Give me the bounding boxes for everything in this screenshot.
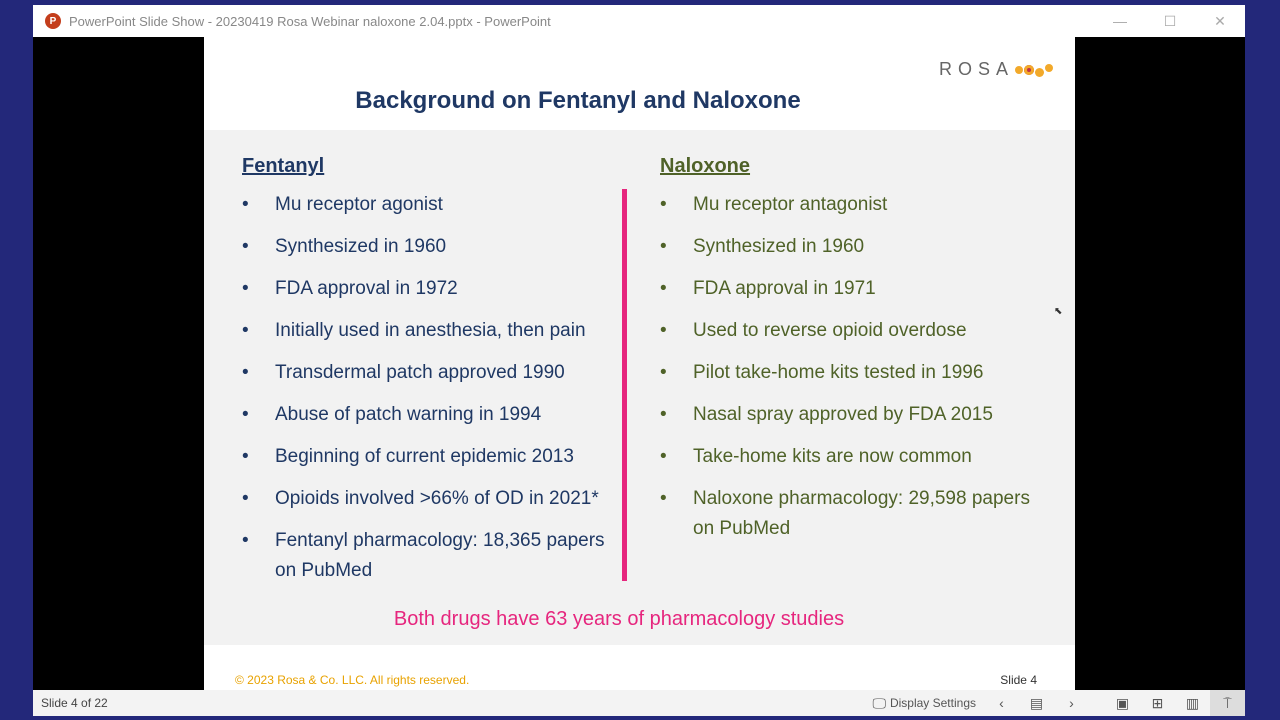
naloxone-column	[660, 155, 1040, 556]
list-item: • FDA approval in 1971	[660, 274, 1040, 304]
list-item: • Opioids involved >66% of OD in 2021*	[242, 484, 622, 514]
display-settings-button[interactable]: 🖵 Display Settings	[864, 690, 984, 716]
rosa-logo: ROSA	[939, 59, 1053, 80]
list-item: • Take-home kits are now common	[660, 442, 1040, 472]
slide-number: Slide 4	[1000, 673, 1037, 687]
window-title: PowerPoint Slide Show - 20230419 Rosa Webinar naloxone 2.04.pptx - PowerPoint	[69, 13, 551, 29]
list-item: • Synthesized in 1960	[660, 232, 1040, 262]
normal-view-icon[interactable]: ▣	[1115, 694, 1130, 711]
fentanyl-column	[242, 155, 622, 598]
reading-view-icon[interactable]: ▥	[1185, 694, 1200, 711]
list-item: • Mu receptor antagonist	[660, 190, 1040, 220]
slide	[204, 37, 1075, 690]
copyright: © 2023 Rosa & Co. LLC. All rights reserved.	[235, 673, 470, 687]
summary-text: Both drugs have 63 years of pharmacology studies	[393, 608, 845, 630]
slideshow-window	[33, 5, 1245, 716]
slide-header	[204, 37, 1075, 130]
notes-icon[interactable]: ▤	[1029, 694, 1044, 711]
slide-counter: Slide 4 of 22	[41, 696, 108, 710]
slide-footer	[204, 645, 1075, 690]
minimize-button[interactable]: —	[1113, 13, 1127, 29]
list-item: • Fentanyl pharmacology: 18,365 papers on PubMed	[242, 526, 622, 586]
monitor-icon: 🖵	[872, 694, 886, 711]
list-item: • Naloxone pharmacology: 29,598 papers on PubMed	[660, 484, 1040, 544]
status-bar	[33, 690, 1245, 716]
column-divider	[622, 189, 627, 581]
slide-title: Background on Fentanyl and Naloxone	[355, 87, 801, 114]
slideshow-view-icon[interactable]: ⍑	[1210, 690, 1245, 716]
maximize-button[interactable]: ☐	[1163, 12, 1177, 29]
fentanyl-heading: Fentanyl	[242, 155, 325, 177]
powerpoint-icon: P	[45, 13, 61, 29]
previous-slide-button[interactable]: ‹	[999, 695, 1004, 711]
slide-sorter-icon[interactable]: ⊞	[1151, 694, 1164, 711]
list-item: • Abuse of patch warning in 1994	[242, 400, 622, 430]
naloxone-heading: Naloxone	[660, 155, 751, 177]
list-item: • Synthesized in 1960	[242, 232, 622, 262]
list-item: • Nasal spray approved by FDA 2015	[660, 400, 1040, 430]
list-item: • Transdermal patch approved 1990	[242, 358, 622, 388]
list-item: • Pilot take-home kits tested in 1996	[660, 358, 1040, 388]
list-item: • Mu receptor agonist	[242, 190, 622, 220]
next-slide-button[interactable]: ›	[1069, 695, 1074, 711]
list-item: • FDA approval in 1972	[242, 274, 622, 304]
list-item: • Initially used in anesthesia, then pain	[242, 316, 622, 346]
close-button[interactable]: ✕	[1214, 12, 1226, 29]
list-item: • Beginning of current epidemic 2013	[242, 442, 622, 472]
title-bar	[33, 5, 1245, 37]
mouse-cursor-icon: ⬉	[1054, 306, 1063, 317]
list-item: • Used to reverse opioid overdose	[660, 316, 1040, 346]
